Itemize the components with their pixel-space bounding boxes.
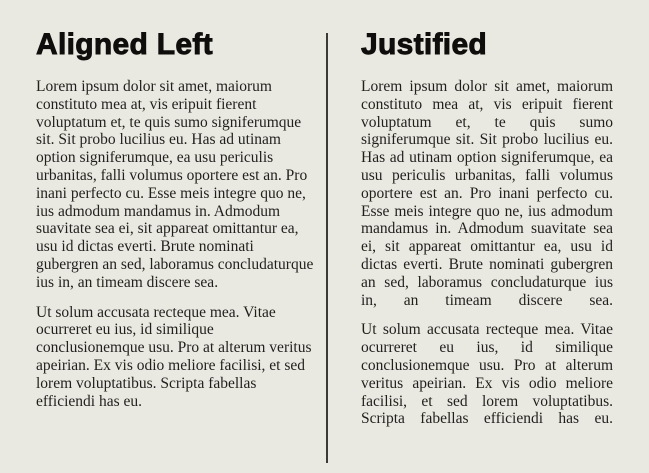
aligned-left-paragraph-2: Ut solum accusata recteque mea. Vitae ocurreret eu ius, id similique conclusionemque usu. Pro at alterum veritus apeirian. Ex vis odio meliore facilisi, et sed lorem voluptatibus. Scripta fabellas efficiendi has eu. [36,303,312,410]
justified-paragraph-1: Lorem ipsum dolor sit amet, maiorum constituto mea at, vis eripuit fierent voluptatum et, te quis sumo signiferumque sit. Sit probo lucilius eu. Has ad utinam option signiferumque, ea usu periculis urbanitas, falli volumus oportere est an. Pro inani perfecto cu. Esse meis integre quo ne, ius admodum mandamus in. Admodum suavitate sea ei, sit appareat omittantur ea, usu id dictas everti. Brute nominati gubergren an sed, laboramus concludaturque ius in, an timeam discere sea. [361,78,613,309]
justified-body [361,78,613,428]
aligned-left-body [36,78,316,410]
justified-paragraph-2: Ut solum accusata recteque mea. Vitae ocurreret eu ius, id similique conclusionemque usu. Pro at alterum veritus apeirian. Ex vis odio meliore facilisi, et sed lorem voluptatibus. Scripta fabellas efficiendi has eu. [361,321,613,428]
aligned-left-paragraph-1: Lorem ipsum dolor sit amet, maiorum constituto mea at, vis eripuit fierent voluptatum et, te quis sumo signiferumque sit. Sit probo lucilius eu. Has ad utinam option signiferumque, ea usu periculis urbanitas, falli volumus oportere est an. Pro inani perfecto cu. Esse meis integre quo ne, ius admodum mandamus in. Admodum suavitate sea ei, sit appareat omittantur ea, usu id dictas everti. Brute nominati gubergren an sed, laboramus concludaturque ius in, an timeam discere sea. [36,78,314,291]
column-justified [361,30,613,440]
column-divider-rule [326,33,328,463]
aligned-left-heading: Aligned Left [36,28,213,61]
justified-heading: Justified [361,28,488,61]
column-aligned-left [36,30,316,422]
